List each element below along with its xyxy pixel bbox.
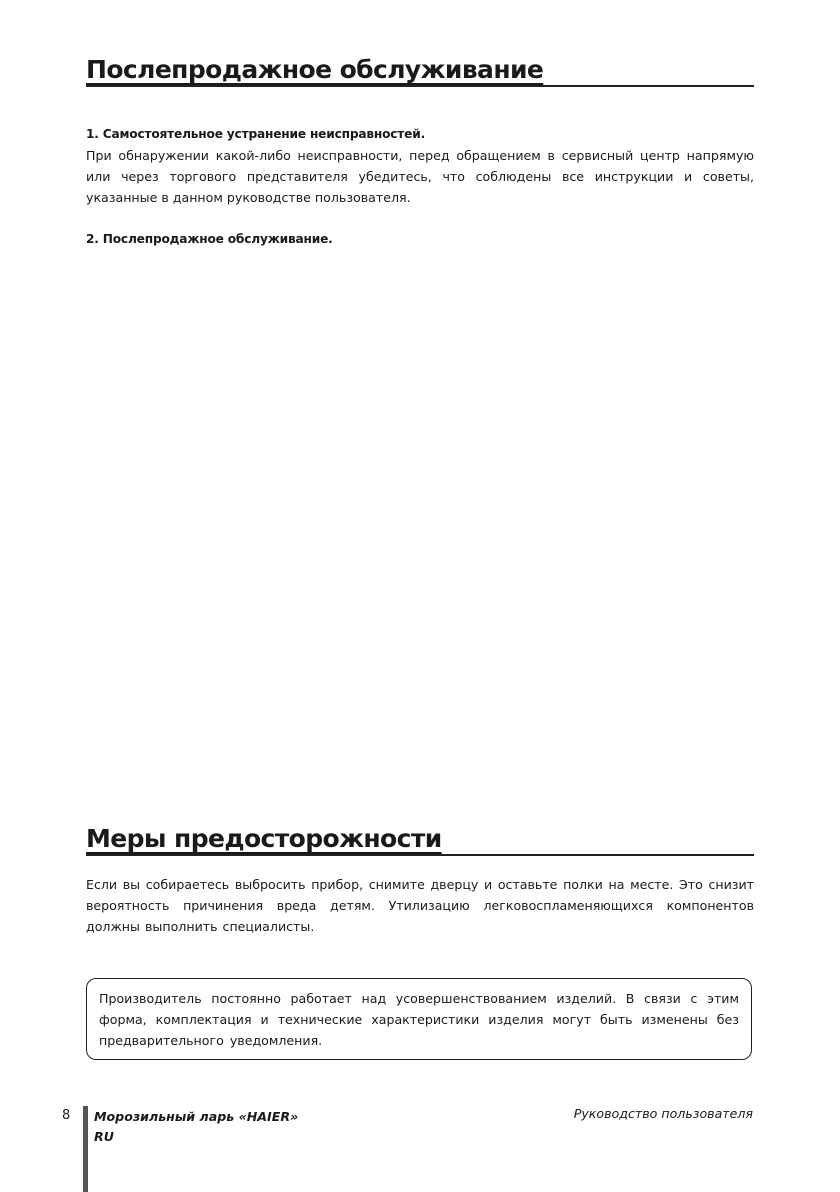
- section-title-text: Меры предосторожности: [86, 824, 442, 853]
- subsection-heading-after-sales: 2. Послепродажное обслуживание.: [86, 232, 333, 246]
- notice-box: Производитель постоянно работает над усовершенствованием изделий. В связи с этим форма, комплектация и технические характеристики изделия могут быть изменены без предварительного уведомления.: [86, 978, 752, 1060]
- paragraph-precautions: Если вы собираетесь выбросить прибор, снимите дверцу и оставьте полки на месте. Это снизит вероятность причинения вреда детям. Утилизацию легковоспламеняющихся компонентов должны выполнить специалисты.: [86, 877, 754, 934]
- section-title-text: Послепродажное обслуживание: [86, 55, 544, 84]
- footer-document-name: Руководство пользователя: [573, 1106, 753, 1121]
- footer-divider-bar: [83, 1106, 88, 1192]
- footer-product-info: [94, 1107, 298, 1147]
- footer-language: RU: [94, 1129, 114, 1144]
- paragraph-troubleshooting: При обнаружении какой-либо неисправности, перед обращением в сервисный центр напрямую или через торгового представителя убедитесь, что соблюдены все инструкции и советы, указанные в данном руководстве пользователя.: [86, 148, 754, 205]
- subsection-heading-troubleshooting: 1. Самостоятельное устранение неисправностей.: [86, 127, 425, 141]
- section-title-after-sales: [86, 55, 754, 87]
- page-number: 8: [62, 1108, 71, 1123]
- footer-product-name: Морозильный ларь «HAIER»: [94, 1109, 299, 1124]
- section-title-precautions: [86, 824, 754, 856]
